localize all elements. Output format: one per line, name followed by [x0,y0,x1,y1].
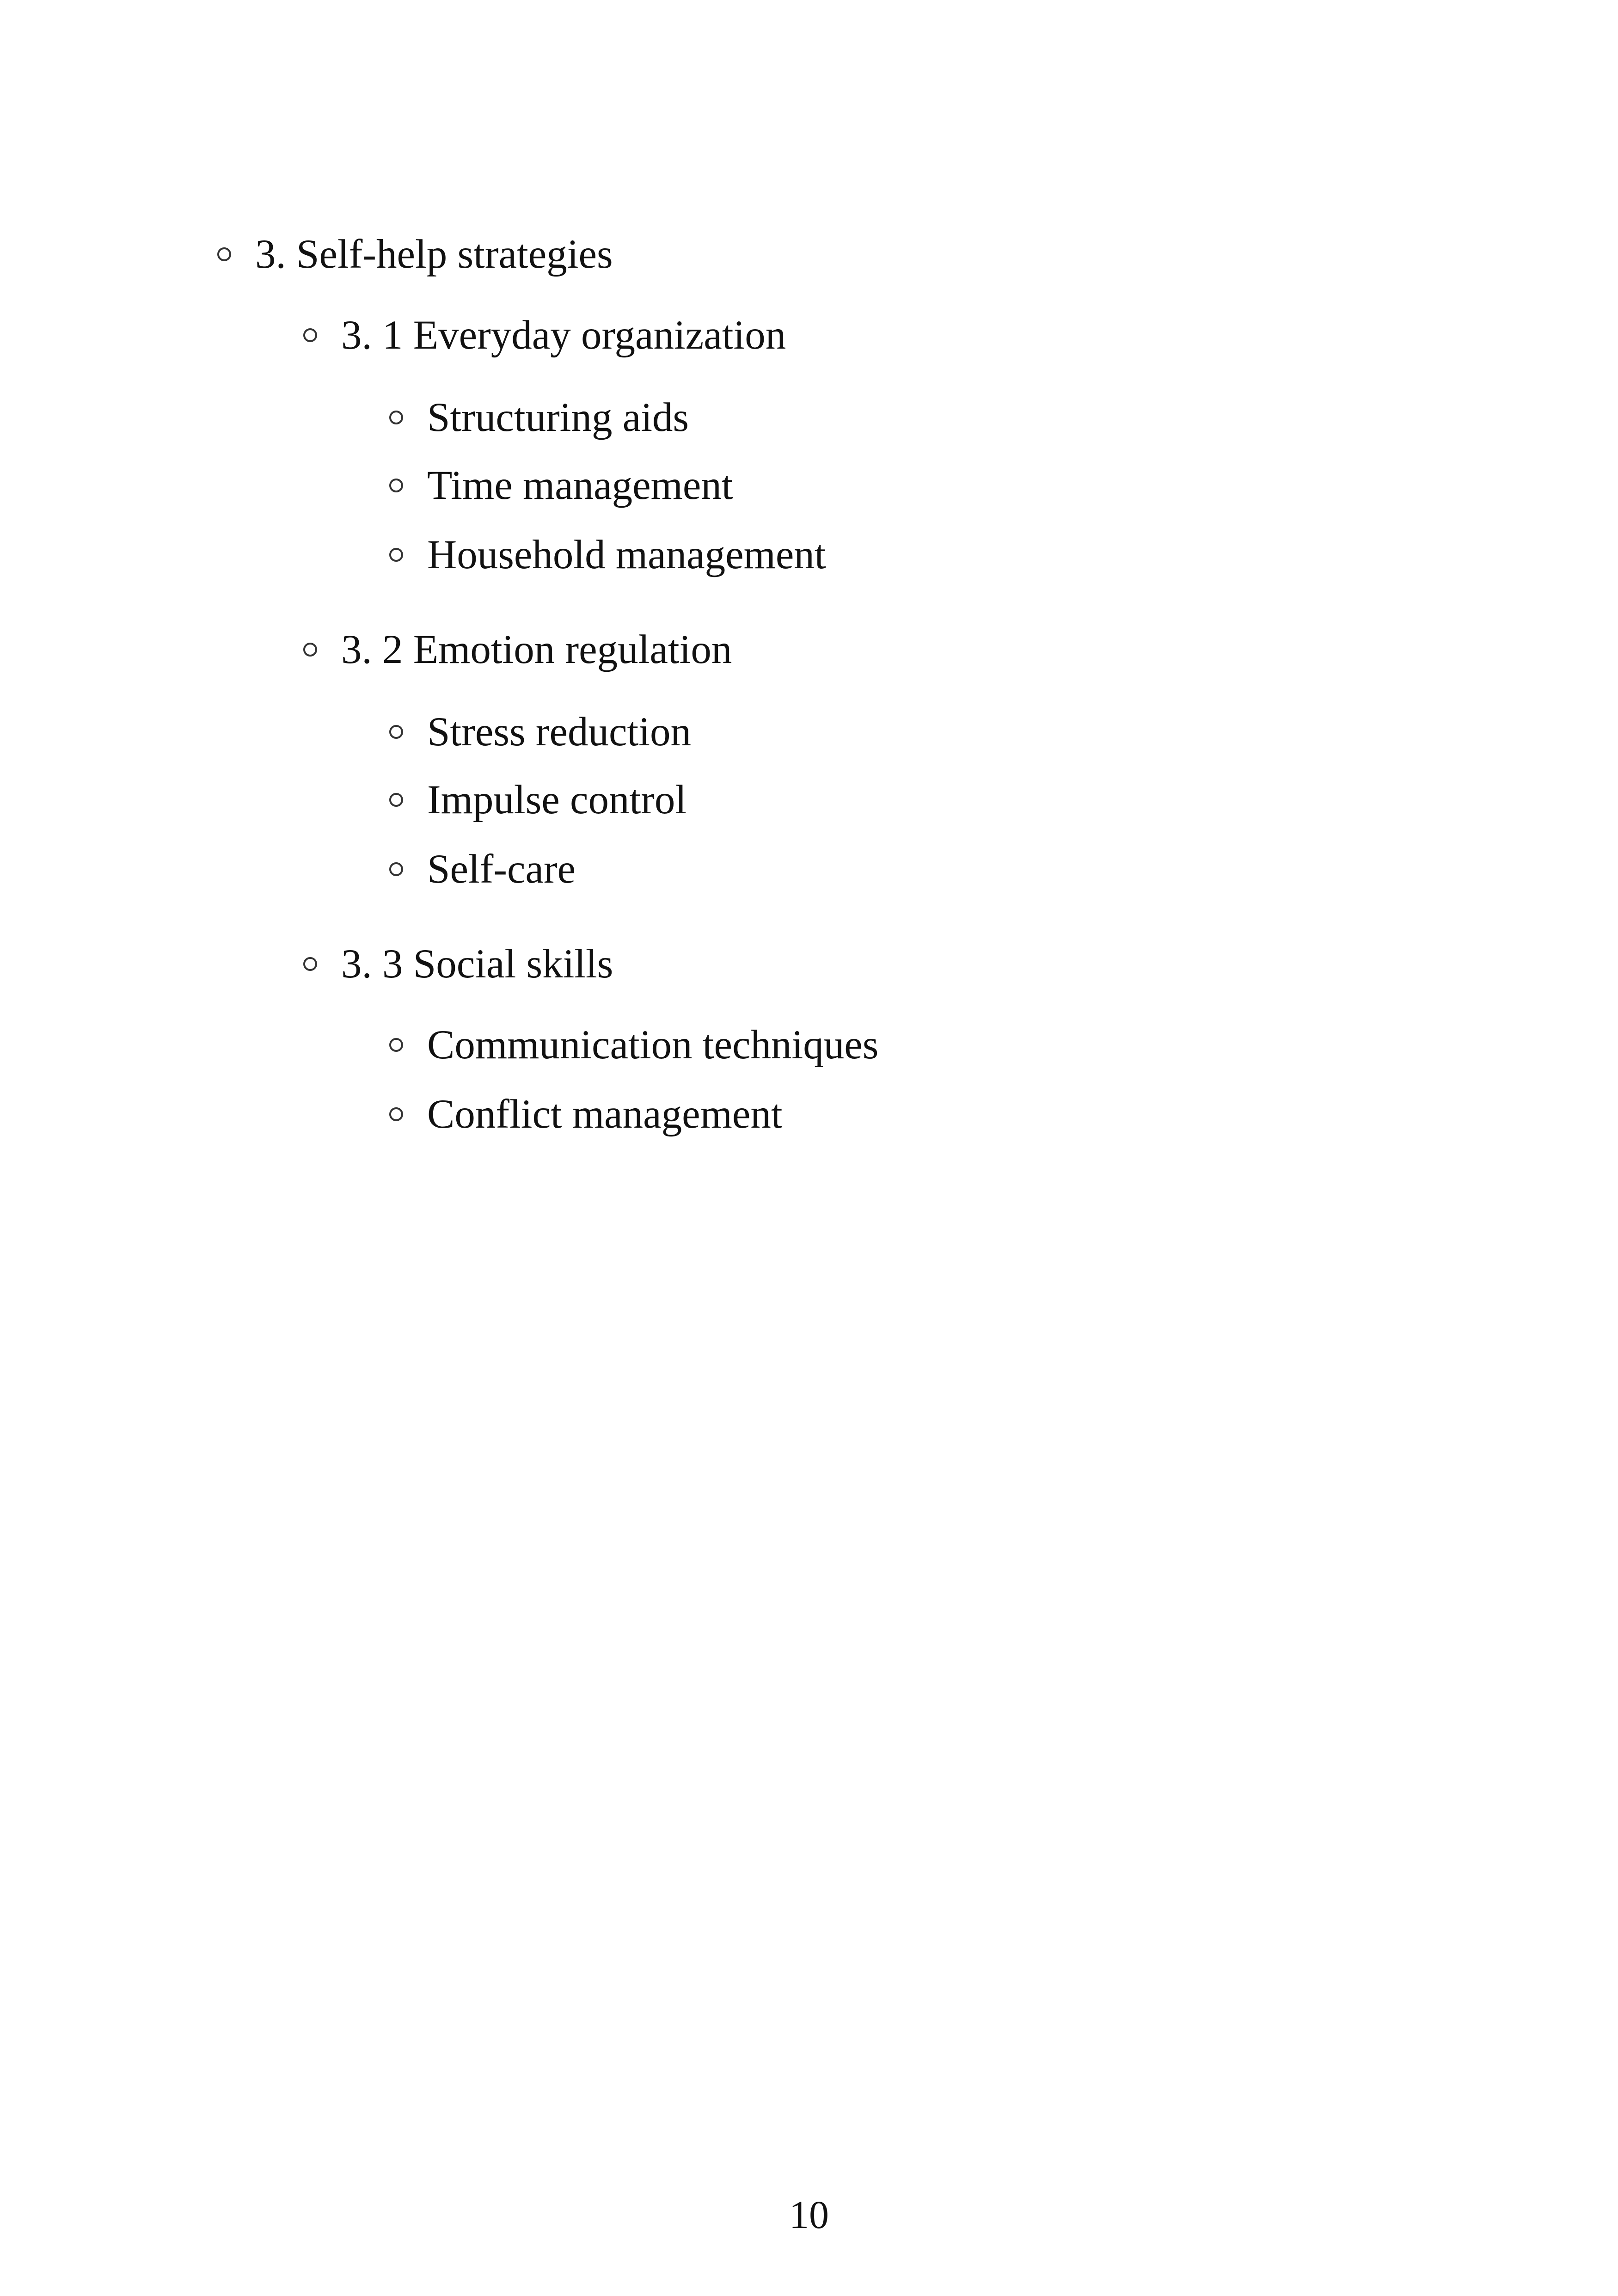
hollow-circle-bullet-icon [389,411,403,424]
hollow-circle-bullet-icon [303,328,317,342]
hollow-circle-bullet-icon [389,479,403,492]
outline-item [389,1017,878,1073]
hollow-circle-bullet-icon [389,793,403,807]
page-number: 10 [789,2192,829,2237]
subsection-title: 3. 3 Social skills [341,941,613,987]
section-title: 3. Self-help strategies [255,232,613,277]
outline-subsection [303,307,786,363]
hollow-circle-bullet-icon [303,643,317,657]
outline-item [389,390,689,445]
hollow-circle-bullet-icon [389,548,403,562]
item-label: Structuring aids [427,395,689,440]
item-label: Impulse control [427,777,687,823]
hollow-circle-bullet-icon [389,1038,403,1052]
outline-subsection [303,622,732,677]
hollow-circle-bullet-icon [217,247,231,261]
outline-item [389,704,691,760]
subsection-title: 3. 1 Everyday organization [341,313,786,358]
outline-item [389,841,576,897]
item-label: Conflict management [427,1092,783,1137]
outline-item [389,458,733,513]
item-label: Time management [427,463,733,508]
hollow-circle-bullet-icon [389,725,403,739]
outline-section [217,227,613,282]
hollow-circle-bullet-icon [389,1107,403,1121]
subsection-title: 3. 2 Emotion regulation [341,627,732,672]
outline-item [389,527,826,583]
item-label: Stress reduction [427,709,691,755]
item-label: Communication techniques [427,1022,879,1068]
outline-item [389,1087,783,1142]
outline-item [389,772,686,828]
item-label: Self-care [427,847,576,892]
hollow-circle-bullet-icon [303,957,317,971]
outline-subsection [303,936,613,992]
item-label: Household management [427,532,826,577]
hollow-circle-bullet-icon [389,862,403,876]
